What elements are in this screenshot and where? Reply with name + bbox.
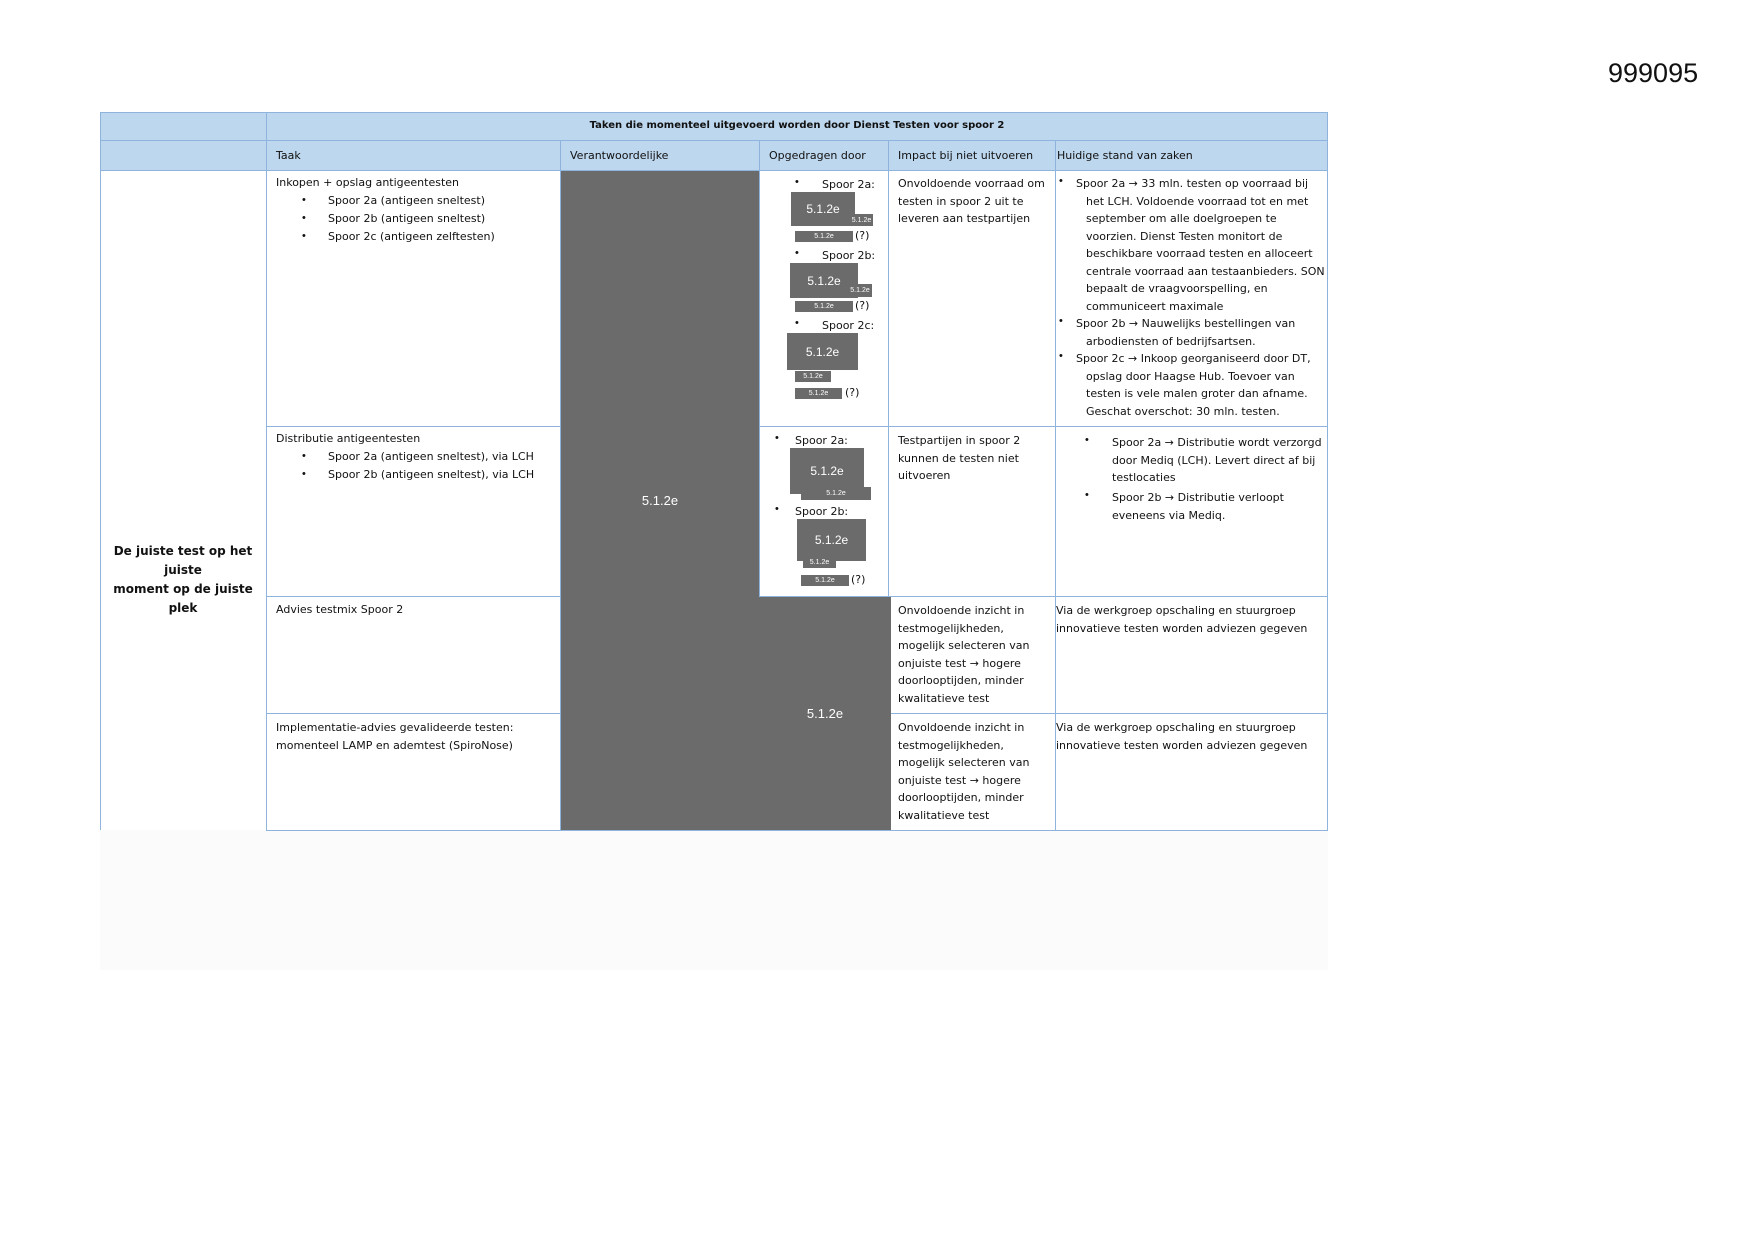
row-group-label-line: De juiste test op het juiste: [113, 544, 253, 577]
stand-line: het LCH. Voldoende voorraad tot en met: [1086, 194, 1309, 208]
header-corner-top: [100, 112, 266, 140]
impact-text: [898, 175, 1045, 228]
document-number: 999095: [1608, 58, 1699, 88]
impact-line: mogelijk selecteren van: [898, 756, 1030, 769]
redaction: 5.1.2e: [790, 448, 864, 494]
task-title: [276, 719, 513, 754]
column-header-opgedragen-door: Opgedragen door: [759, 140, 888, 170]
bullet: •: [1085, 489, 1089, 501]
redaction: 5.1.2e: [801, 487, 871, 500]
impact-line: Onvoldoende voorraad om: [898, 177, 1045, 190]
impact-text: [898, 719, 1029, 824]
redaction: 5.1.2e: [795, 388, 842, 399]
opgedragen-label: Spoor 2a:: [822, 178, 875, 191]
question-mark: (?): [851, 573, 866, 586]
stand-line: innovatieve testen worden adviezen gegeven: [1056, 738, 1308, 752]
task-item: Spoor 2c (antigeen zelftesten): [328, 230, 495, 243]
header-corner-bottom: [100, 140, 266, 170]
stand-line: testlocaties: [1112, 471, 1176, 484]
impact-line: doorlooptijden, minder: [898, 791, 1024, 804]
impact-line: kwalitatieve test: [898, 691, 990, 705]
redaction: 5.1.2e: [801, 575, 849, 586]
redaction: 5.1.2e: [787, 333, 858, 370]
stand-line: Spoor 2b → Distributie verloopt: [1112, 491, 1284, 504]
stand-line: Spoor 2a → 33 mln. testen op voorraad bij: [1076, 177, 1309, 190]
column-header-verantwoordelijke: Verantwoordelijke: [560, 140, 759, 170]
impact-text: [898, 602, 1029, 707]
redaction-block-verantwoordelijke: 5.1.2e: [561, 171, 759, 830]
task-title-line: Implementatie-advies gevalideerde testen:: [276, 721, 514, 734]
impact-line: kunnen de testen niet: [898, 451, 1019, 465]
question-mark: (?): [845, 386, 860, 399]
stand-line: Spoor 2b → Nauwelijks bestellingen van: [1076, 317, 1296, 330]
redaction: 5.1.2e: [795, 231, 853, 242]
redaction: 5.1.2e: [803, 557, 836, 568]
stand-bullet-text: [1112, 434, 1322, 487]
bullet: •: [302, 230, 306, 242]
bullet: •: [302, 194, 306, 206]
task-item: Spoor 2b (antigeen sneltest): [328, 212, 486, 225]
stand-line: centrale voorraad aan testaanbieders. SON: [1086, 264, 1325, 278]
bullet: •: [302, 468, 306, 480]
bullet: •: [302, 212, 306, 224]
stand-line: Spoor 2a → Distributie wordt verzorgd: [1112, 436, 1322, 449]
impact-line: testen in spoor 2 uit te: [898, 194, 1024, 208]
bullet: •: [775, 503, 779, 515]
redaction: 5.1.2e: [791, 192, 855, 226]
task-title: Distributie antigeentesten: [276, 432, 421, 445]
impact-line: Onvoldoende inzicht in: [898, 604, 1025, 617]
stand-line: september om alle doelgroepen te: [1086, 212, 1277, 225]
bullet: •: [775, 432, 779, 444]
impact-line: kwalitatieve test: [898, 808, 990, 822]
stand-line: Via de werkgroep opschaling en stuurgroep: [1056, 604, 1296, 617]
stand-bullet-text: [1076, 175, 1325, 315]
impact-line: testmogelijkheden,: [898, 738, 1004, 752]
task-item: Spoor 2a (antigeen sneltest), via LCH: [328, 450, 534, 463]
task-item: Spoor 2a (antigeen sneltest): [328, 194, 485, 207]
question-mark: (?): [855, 229, 870, 242]
stand-bullet-text: [1076, 350, 1311, 420]
task-title-line: momenteel LAMP en ademtest (SpiroNose): [276, 738, 513, 752]
stand-line: arbodiensten of bedrijfsartsen.: [1086, 334, 1256, 348]
opgedragen-label: Spoor 2c:: [822, 319, 875, 332]
row-group-label: [100, 542, 266, 618]
stand-line: Geschat overschot: 30 mln. testen.: [1086, 404, 1280, 418]
bullet: •: [1085, 434, 1089, 446]
column-header-impact: Impact bij niet uitvoeren: [888, 140, 1055, 170]
redaction: 5.1.2e: [850, 214, 873, 226]
stand-line: beschikbare voorraad testen en alloceert: [1086, 247, 1313, 260]
bullet: •: [302, 450, 306, 462]
bullet: •: [1059, 350, 1063, 362]
impact-line: doorlooptijden, minder: [898, 674, 1024, 687]
redaction: 5.1.2e: [795, 301, 853, 312]
task-title: Inkopen + opslag antigeentesten: [276, 176, 460, 189]
task-title: Advies testmix Spoor 2: [276, 603, 404, 616]
column-header-taak: Taak: [266, 140, 560, 170]
impact-line: Testpartijen in spoor 2: [898, 434, 1021, 447]
column-header-stand: Huidige stand van zaken: [1055, 140, 1328, 170]
question-mark: (?): [855, 299, 870, 312]
redaction: 5.1.2e: [795, 371, 831, 382]
bullet: •: [795, 317, 799, 329]
impact-line: onjuiste test → hogere: [898, 656, 1021, 670]
stand-line: Via de werkgroep opschaling en stuurgroep: [1056, 721, 1296, 734]
impact-text: [898, 432, 1020, 485]
impact-line: onjuiste test → hogere: [898, 773, 1021, 787]
table-title: Taken die momenteel uitgevoerd worden door Dienst Testen voor spoor 2: [266, 112, 1328, 140]
impact-line: uitvoeren: [898, 469, 951, 482]
stand-line: innovatieve testen worden adviezen gegeven: [1056, 621, 1308, 635]
redaction: 5.1.2e: [797, 519, 866, 561]
stand-line: opslag door Haagse Hub. Toevoer van: [1086, 369, 1295, 383]
redaction-block-opgedragen: 5.1.2e: [759, 597, 891, 830]
stand-line: door Mediq (LCH). Levert direct af bij: [1112, 453, 1316, 467]
stand-line: testen is vele malen groter dan afname.: [1086, 387, 1308, 400]
stand-line: voorzien. Dienst Testen monitort de: [1086, 229, 1283, 243]
stand-line: communiceert maximale: [1086, 299, 1224, 313]
bullet: •: [795, 247, 799, 259]
stand-bullet-text: [1076, 315, 1295, 350]
bullet: •: [1059, 315, 1063, 327]
stand-line: eveneens via Mediq.: [1112, 508, 1226, 522]
impact-line: mogelijk selecteren van: [898, 639, 1030, 652]
redaction: 5.1.2e: [790, 263, 858, 298]
impact-line: testmogelijkheden,: [898, 621, 1004, 635]
stand-line: Spoor 2c → Inkoop georganiseerd door DT,: [1076, 352, 1311, 365]
opgedragen-label: Spoor 2a:: [795, 434, 848, 447]
stand-bullet-text: [1112, 489, 1284, 524]
task-item: Spoor 2b (antigeen sneltest), via LCH: [328, 468, 535, 481]
row-group-label-line: moment op de juiste plek: [113, 582, 253, 615]
stand-line: bepaalt de vraagvoorspelling, en: [1086, 282, 1268, 295]
stand-text: [1056, 602, 1307, 637]
redaction: 5.1.2e: [848, 284, 872, 297]
bullet: •: [795, 176, 799, 188]
opgedragen-label: Spoor 2b:: [822, 249, 876, 262]
impact-line: Onvoldoende inzicht in: [898, 721, 1025, 734]
opgedragen-label: Spoor 2b:: [795, 505, 849, 518]
page-shade: [100, 830, 1328, 970]
impact-line: leveren aan testpartijen: [898, 212, 1031, 225]
bullet: •: [1059, 175, 1063, 187]
stand-text: [1056, 719, 1307, 754]
